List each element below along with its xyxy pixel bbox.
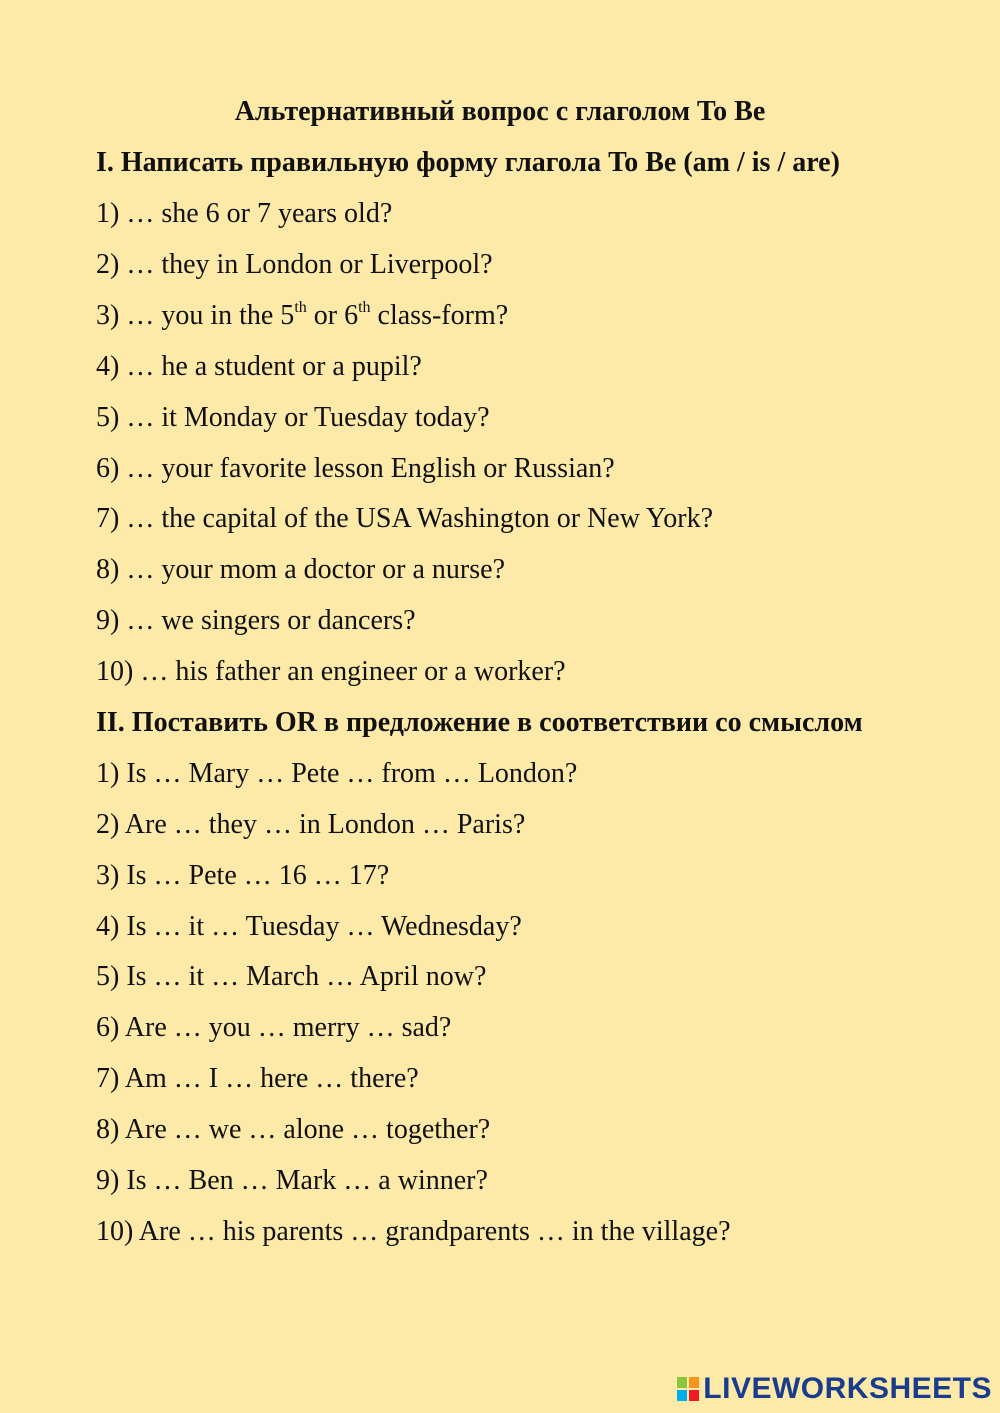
section-1-item: 2) … they in London or Liverpool? [96, 249, 493, 280]
section-2-item: 3) Is … Pete … 16 … 17? [96, 860, 390, 891]
section-2-item: 6) Are … you … merry … sad? [96, 1012, 452, 1043]
section-2-item: 5) Is … it … March … April now? [96, 961, 487, 992]
section-2-item: 8) Are … we … alone … together? [96, 1114, 491, 1145]
section-2-item: 7) Am … I … here … there? [96, 1063, 419, 1094]
section-2-item: 2) Are … they … in London … Paris? [96, 809, 526, 840]
section-1-item: 7) … the capital of the USA Washington or New York? [96, 503, 714, 534]
logo-text: LIVEWORKSHEETS [703, 1372, 992, 1405]
item-text: or 6 [306, 300, 359, 331]
item-text: 3) … you in the 5 [96, 300, 295, 331]
section-1-item: 6) … your favorite lesson English or Russian? [96, 453, 615, 484]
section-1-heading: I. Написать правильную форму глагола To Be (am / is / are) [96, 147, 840, 178]
logo-mark-icon [677, 1377, 699, 1401]
ordinal-suffix: th [294, 298, 307, 316]
item-text: class-form? [370, 300, 509, 331]
section-1-item: 1) … she 6 or 7 years old? [96, 198, 393, 229]
ordinal-suffix: th [358, 298, 371, 316]
liveworksheets-logo[interactable] [677, 1369, 992, 1409]
section-2-heading: II. Поставить OR в предложение в соответствии со смыслом [96, 707, 863, 738]
worksheet-title: Альтернативный вопрос с глаголом To Be [234, 96, 766, 127]
section-1-item: 8) … your mom a doctor or a nurse? [96, 554, 505, 585]
section-1-item: 9) … we singers or dancers? [96, 605, 416, 636]
section-1-item [96, 298, 508, 334]
section-2-item: 4) Is … it … Tuesday … Wednesday? [96, 911, 522, 942]
section-1-item: 10) … his father an engineer or a worker? [96, 656, 566, 687]
section-1-item: 5) … it Monday or Tuesday today? [96, 402, 490, 433]
section-1-item: 4) … he a student or a pupil? [96, 351, 422, 382]
section-2-item: 10) Are … his parents … grandparents … in the village? [96, 1216, 731, 1247]
section-2-item: 1) Is … Mary … Pete … from … London? [96, 758, 578, 789]
section-2-item: 9) Is … Ben … Mark … a winner? [96, 1165, 488, 1196]
